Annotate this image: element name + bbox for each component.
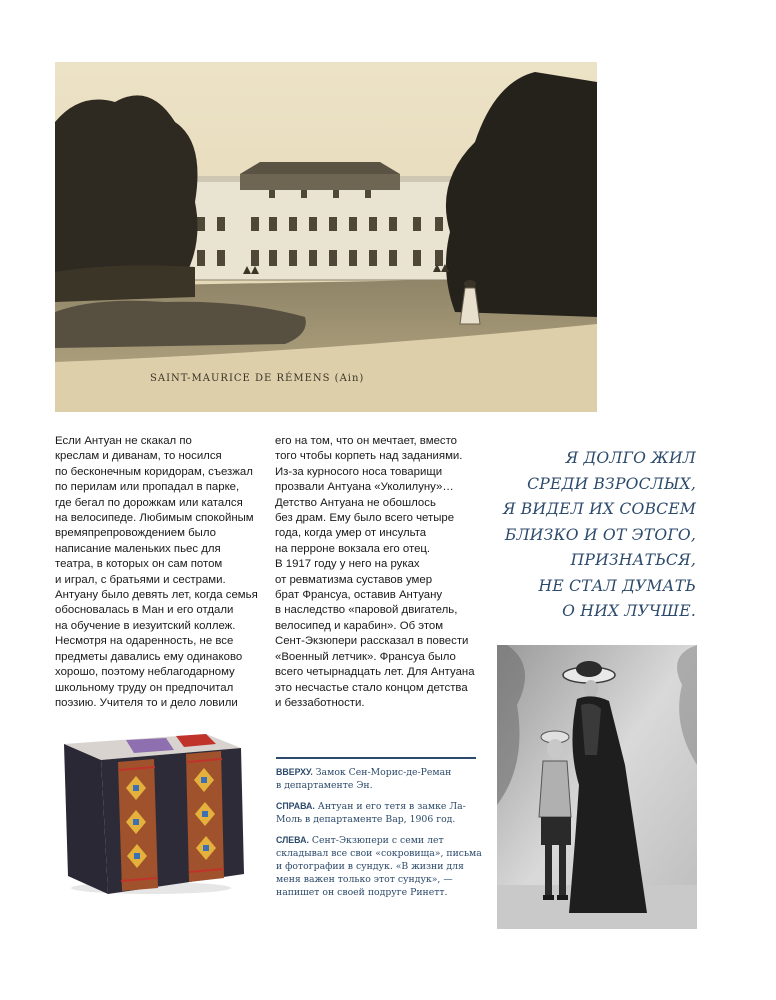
- text-line: брат Франсуа, оставив Антуану: [275, 589, 443, 602]
- text-line: театра, в которых он сам потом: [55, 558, 223, 571]
- suitcase-photo: [56, 726, 246, 896]
- text-line: в наследство «паровой двигатель,: [275, 604, 458, 617]
- text-line: это несчастье стало концом детства: [275, 681, 468, 694]
- text-line: того чтобы корпеть над заданиями.: [275, 450, 463, 463]
- caption-text: Моль в департаменте Вар, 1906 год.: [276, 814, 456, 825]
- text-line: В 1917 году у него на руках: [275, 558, 420, 571]
- quote-line: Я ДОЛГО ЖИЛ: [565, 449, 696, 467]
- caption-top: [276, 766, 476, 792]
- caption-right: [276, 800, 476, 826]
- caption-text: меня важен только этот сундук», —: [276, 874, 453, 885]
- caption-divider: [276, 757, 476, 759]
- quote-line: БЛИЗКО И ОТ ЭТОГО,: [504, 525, 696, 544]
- text-line: и беззаботности.: [275, 696, 365, 709]
- caption-lead: СЛЕВА.: [276, 835, 309, 845]
- text-line: и играл, с братьями и сестрами.: [55, 573, 226, 586]
- caption-text: Антуан и его тетя в замке Ла-: [314, 801, 466, 812]
- text-line: Детство Антуана не обошлось: [275, 496, 436, 509]
- text-line: без драм. Ему было всего четыре: [275, 512, 455, 525]
- quote-line: Я ВИДЕЛ ИХ СОВСЕМ: [502, 500, 696, 518]
- text-line: обосновалась в Ман и его отдали: [55, 604, 234, 617]
- text-line: времяпрепровождением было: [55, 527, 216, 540]
- quote-line: О НИХ ЛУЧШЕ.: [562, 602, 696, 620]
- text-line: по перилам или пропадал в парке,: [55, 481, 240, 494]
- caption-lead: СПРАВА.: [276, 801, 315, 811]
- text-line: его на том, что он мечтает, вместо: [275, 435, 458, 447]
- text-line: на велосипеде. Любимым спокойным: [55, 512, 254, 525]
- text-line: Несмотря на одаренность, не все: [55, 635, 234, 648]
- postcard-caption: SAINT-MAURICE DE RÉMENS (Ain): [150, 373, 365, 384]
- text-line: предметы давались ему одинаково: [55, 650, 243, 663]
- quote-line: НЕ СТАЛ ДУМАТЬ: [538, 576, 696, 595]
- text-line: «Военный летчик». Франсуа было: [275, 650, 456, 663]
- boy-and-aunt-photo: [497, 645, 697, 929]
- text-line: велосипед и карабин». Об этом: [275, 619, 444, 632]
- caption-lead: ВВЕРХУ.: [276, 767, 313, 777]
- body-column-2: [275, 434, 475, 711]
- quote-line: СРЕДИ ВЗРОСЛЫХ,: [527, 474, 696, 493]
- chateau-photo: [55, 62, 597, 412]
- caption-text: Сент-Экзюпери с семи лет: [308, 835, 444, 846]
- caption-text: и фотографии в сундук. «В жизни для: [276, 861, 464, 872]
- text-line: поэзию. Учителя то и дело ловили: [55, 696, 238, 709]
- text-line: года, когда умер от инсульта: [275, 527, 427, 540]
- text-line: на обучение в иезуитский коллеж.: [55, 619, 236, 632]
- text-line: на перроне вокзала его отец.: [275, 542, 431, 555]
- text-line: Из-за курносого носа товарищи: [275, 465, 443, 478]
- text-line: всего четырнадцать лет. Для Антуана: [275, 666, 475, 679]
- text-line: школьному труду он предпочитал: [55, 681, 234, 694]
- body-column-1: [55, 434, 258, 711]
- caption-text: Замок Сен-Морис-де-Реман: [312, 767, 452, 778]
- quote-line: ПРИЗНАТЬСЯ,: [570, 551, 696, 569]
- text-line: Если Антуан не скакал по: [55, 435, 192, 447]
- pull-quote: [466, 446, 696, 625]
- caption-text: в департаменте Эн.: [276, 780, 373, 791]
- captions-block: [276, 766, 482, 907]
- caption-text: складывал все свои «сокровища», письма: [276, 848, 482, 859]
- caption-left: [276, 834, 482, 899]
- text-line: Сент-Экзюпери рассказал в повести: [275, 635, 469, 648]
- text-line: написание маленьких пьес для: [55, 542, 221, 555]
- text-line: прозвали Антуана «Уколилуну»…: [275, 481, 454, 494]
- text-line: Антуану было девять лет, когда семья: [55, 589, 258, 602]
- text-line: креслам и диванам, то носился: [55, 450, 222, 463]
- text-line: по бесконечным коридорам, съезжал: [55, 465, 253, 478]
- text-line: от ревматизма суставов умер: [275, 573, 433, 586]
- text-line: где бегал по дорожкам или катался: [55, 496, 243, 509]
- text-line: хорошо, поэтому неблагодарному: [55, 666, 235, 679]
- caption-text: напишет он своей подруге Ринетт.: [276, 887, 448, 898]
